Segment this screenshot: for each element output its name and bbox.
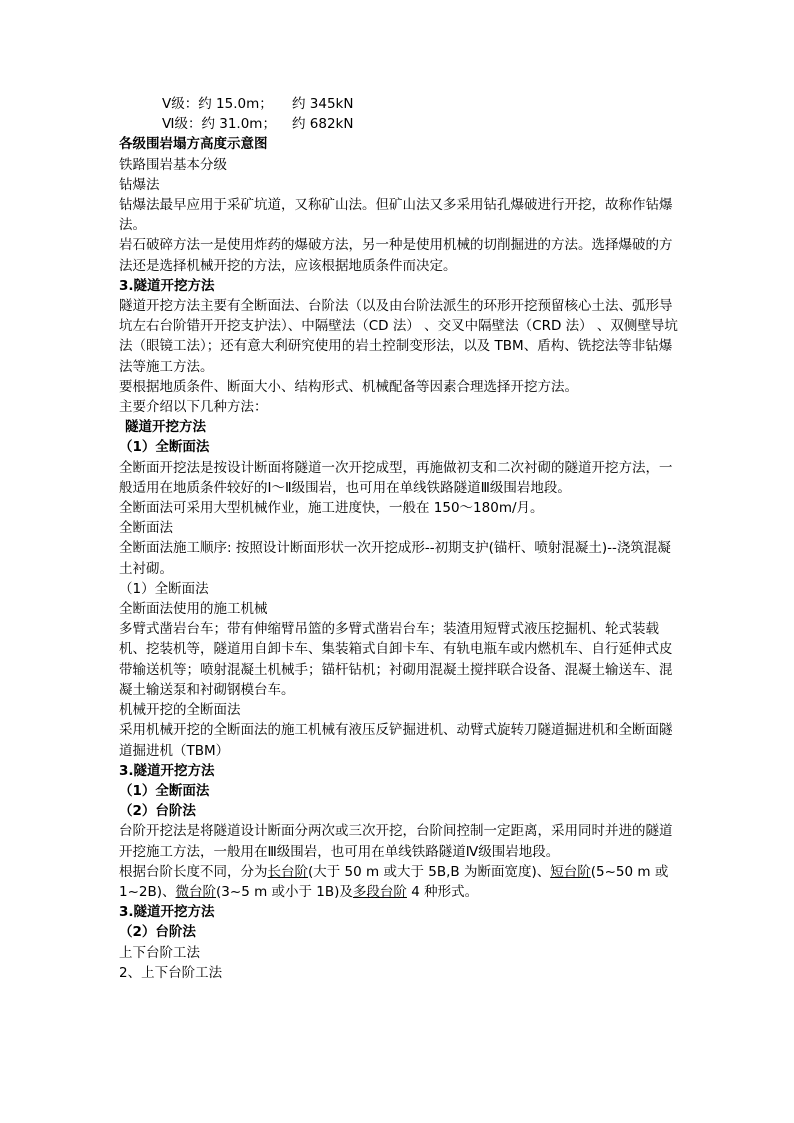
paragraph: 全断面法可采用大型机械作业，施工进度快，一般在 150～180m/月。 <box>119 500 544 517</box>
paragraph: 岩石破碎方法一是使用炸药的爆破方法，另一种是使用机械的切削掘进的方法。选择爆破的方法还是选择机械开挖的方法，应该根据地质条件而决定。 <box>119 237 673 274</box>
short-bench-term: 短台阶 <box>550 863 591 880</box>
paragraph: 全断面开挖法是按设计断面将隧道一次开挖成型，再施做初支和二次衬砌的隧道开挖方法，一般适用在地质条件较好的Ⅰ～Ⅱ级围岩，也可用在单线铁路隧道Ⅲ级围岩地段。 <box>119 459 673 496</box>
paragraph-bench-types <box>119 862 679 902</box>
grade-row-v <box>119 94 679 114</box>
paragraph: （1）全断面法 <box>119 580 209 597</box>
section-heading: 3.隧道开挖方法 <box>119 277 215 294</box>
paragraph: 台阶开挖法是将隧道设计断面分两次或三次开挖，台阶间控制一定距离，采用同时并进的隧道开挖施工方法，一般用在Ⅲ级围岩，也可用在单线铁路隧道Ⅳ级围岩地段。 <box>119 823 673 860</box>
text: 根据台阶长度不同，分为 <box>119 863 268 880</box>
paragraph: 全断面法 <box>119 520 173 537</box>
subsection-heading: （2）台阶法 <box>119 803 196 820</box>
text: (大于 50 m 或大于 5B,B 为断面宽度)、 <box>308 863 551 880</box>
multi-bench-term: 多段台阶 <box>352 883 407 900</box>
text: (5~50 m 或 1~2B)、 <box>119 863 669 900</box>
paragraph: 主要介绍以下几种方法： <box>119 399 268 416</box>
section-heading: 3.隧道开挖方法 <box>119 904 215 921</box>
subsection-heading: （1）全断面法 <box>119 439 210 456</box>
text: 4 种形式。 <box>406 883 479 900</box>
paragraph: 要根据地质条件、断面大小、结构形式、机械配备等因素合理选择开挖方法。 <box>119 378 578 395</box>
document-page <box>119 94 679 983</box>
paragraph: 采用机械开挖的全断面法的施工机械有液压反铲掘进机、动臂式旋转刀隧道掘进机和全断面隧道掘进机（TBM） <box>119 722 673 759</box>
section-heading: 3.隧道开挖方法 <box>119 762 215 779</box>
grade-level: Ⅵ级：约 31.0m； <box>162 116 276 133</box>
grade-row-vi <box>119 114 679 134</box>
micro-bench-term: 微台阶 <box>175 883 217 900</box>
paragraph: 钻爆法最早应用于采矿坑道，又称矿山法。但矿山法又多采用钻孔爆破进行开挖，故称作钻爆法。 <box>119 197 673 234</box>
paragraph: 全断面法施工顺序: 按照设计断面形状一次开挖成形--初期支护(锚杆、喷射混凝土)--浇筑混凝土衬砌。 <box>119 540 671 577</box>
subsection-heading: （2）台阶法 <box>119 924 196 941</box>
paragraph: 铁路围岩基本分级 <box>119 156 227 173</box>
subsection-heading: （1）全断面法 <box>119 782 210 799</box>
paragraph: 机械开挖的全断面法 <box>119 702 241 719</box>
grade-load: 约 345kN <box>292 96 354 112</box>
long-bench-term: 长台阶 <box>267 863 308 880</box>
grade-level: Ⅴ级：约 15.0m； <box>162 96 273 112</box>
section-heading: 隧道开挖方法 <box>125 419 206 436</box>
figure-caption: 各级围岩塌方高度示意图 <box>119 136 268 153</box>
paragraph: 全断面法使用的施工机械 <box>119 601 268 618</box>
paragraph: 隧道开挖方法主要有全断面法、台阶法（以及由台阶法派生的环形开挖预留核心土法、弧形导坑左右台阶错开开挖支护法）、中隔壁法（CD 法） 、交叉中隔壁法（CRD 法） 、双侧壁导坑法（眼镜工法）；还有意大利研究使用的岩土控制变形法，以及 TBM、盾构、铣挖法等非钻爆法等施工方法。 <box>119 298 678 375</box>
paragraph: 多臂式凿岩台车；带有伸缩臂吊篮的多臂式凿岩台车；装渣用短臂式液压挖掘机、轮式装载机、挖装机等，隧道用自卸卡车、集装箱式自卸卡车、有轨电瓶车或内燃机车、自行延伸式皮带输送机等；喷射混凝土机械手；锚杆钻机；衬砌用混凝土搅拌联合设备、混凝土输送车、混凝土输送泵和衬砌钢模台车。 <box>119 621 673 698</box>
paragraph: 钻爆法 <box>119 176 160 193</box>
text: (3~5 m 或小于 1B)及 <box>216 883 353 900</box>
paragraph: 上下台阶工法 <box>119 944 200 961</box>
paragraph: 2、上下台阶工法 <box>119 964 223 981</box>
grade-load: 约 682kN <box>292 116 354 133</box>
